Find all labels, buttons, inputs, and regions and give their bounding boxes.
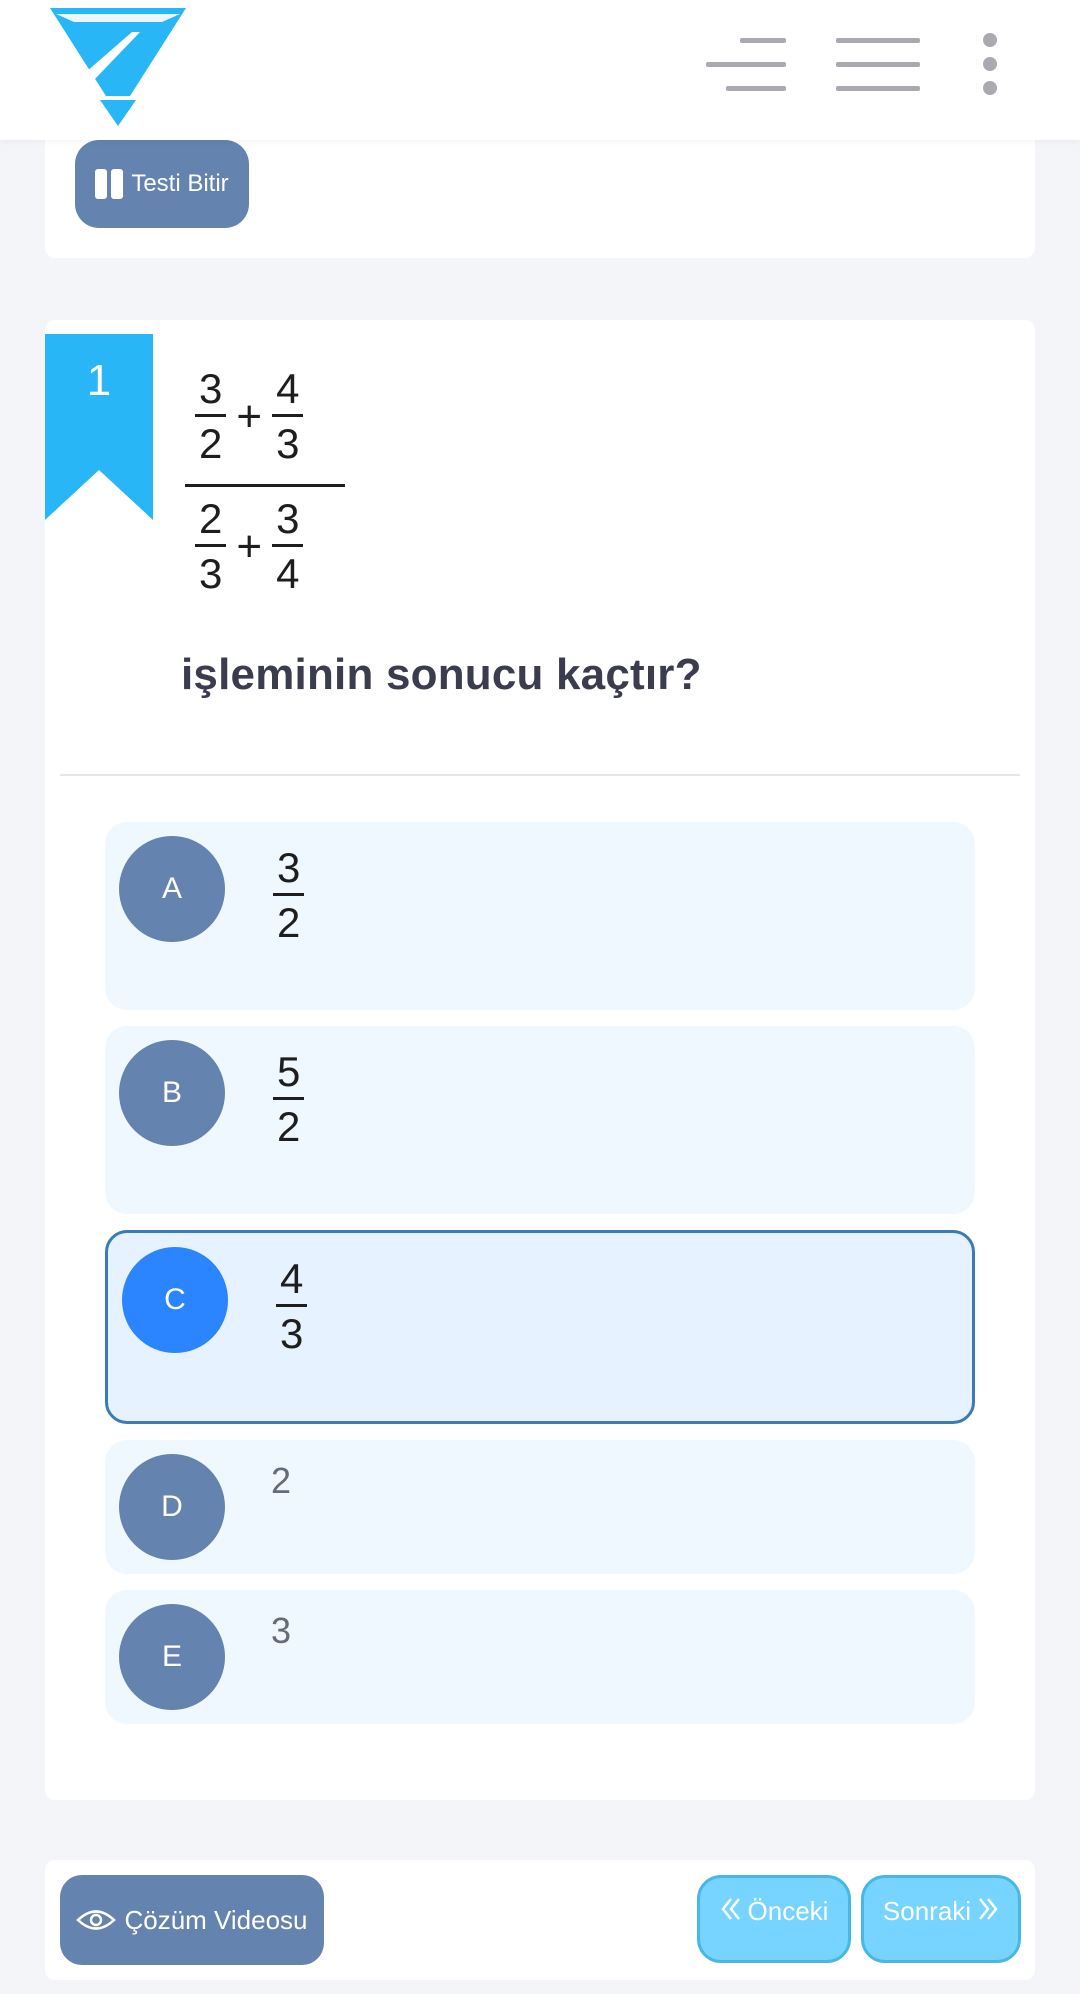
finish-test-button[interactable] bbox=[75, 140, 249, 228]
navigation-card bbox=[45, 1860, 1035, 1980]
question-text: işleminin sonucu kaçtır? bbox=[181, 650, 702, 699]
menu-icon[interactable] bbox=[836, 32, 920, 96]
kebab-icon[interactable] bbox=[978, 32, 1002, 96]
next-button[interactable] bbox=[861, 1875, 1021, 1963]
logo-icon[interactable] bbox=[50, 8, 186, 126]
chevron-right-icon bbox=[977, 1896, 999, 1922]
main-fraction-bar bbox=[185, 484, 345, 487]
option-value: $\frac{5}{2}$ bbox=[273, 1048, 304, 1148]
plus-sign: + bbox=[236, 391, 263, 441]
finish-test-label: Testi Bitir bbox=[131, 170, 229, 197]
next-label: Sonraki bbox=[882, 1896, 972, 1926]
fraction: $\frac{3}{4}$ bbox=[272, 498, 303, 595]
chevron-left-icon bbox=[720, 1896, 742, 1922]
option-value: 2 bbox=[271, 1460, 292, 1501]
option-letter: E bbox=[119, 1604, 225, 1710]
question-expression bbox=[185, 365, 355, 608]
divider bbox=[60, 774, 1020, 776]
option-letter: B bbox=[119, 1040, 225, 1146]
option-value: $\frac{4}{3}$ bbox=[276, 1255, 307, 1355]
option-letter: A bbox=[119, 836, 225, 942]
previous-button[interactable] bbox=[697, 1875, 851, 1963]
plus-sign: + bbox=[236, 521, 263, 571]
fraction: $\frac{3}{2}$ bbox=[195, 368, 226, 465]
option-d[interactable] bbox=[105, 1440, 975, 1574]
eye-icon bbox=[76, 1909, 116, 1931]
option-letter: C bbox=[122, 1247, 228, 1353]
option-value: $\frac{3}{2}$ bbox=[273, 844, 304, 944]
question-card bbox=[45, 320, 1035, 1800]
expression-numerator bbox=[195, 365, 303, 467]
question-number: 1 bbox=[86, 356, 112, 405]
option-b[interactable] bbox=[105, 1026, 975, 1214]
option-letter: D bbox=[119, 1454, 225, 1560]
option-e[interactable] bbox=[105, 1590, 975, 1724]
solution-video-label: Çözüm Videosu bbox=[124, 1904, 308, 1935]
previous-label: Önceki bbox=[747, 1896, 829, 1926]
option-value: 3 bbox=[271, 1610, 292, 1651]
fraction: $\frac{2}{3}$ bbox=[195, 498, 226, 595]
solution-video-button[interactable] bbox=[60, 1875, 324, 1965]
fraction: $\frac{4}{3}$ bbox=[272, 368, 303, 465]
option-a[interactable] bbox=[105, 822, 975, 1010]
menu-lines-icon[interactable] bbox=[706, 32, 786, 96]
option-c[interactable] bbox=[105, 1230, 975, 1424]
pause-icon bbox=[95, 169, 123, 199]
top-bar bbox=[0, 0, 1080, 140]
expression-denominator bbox=[195, 495, 303, 597]
